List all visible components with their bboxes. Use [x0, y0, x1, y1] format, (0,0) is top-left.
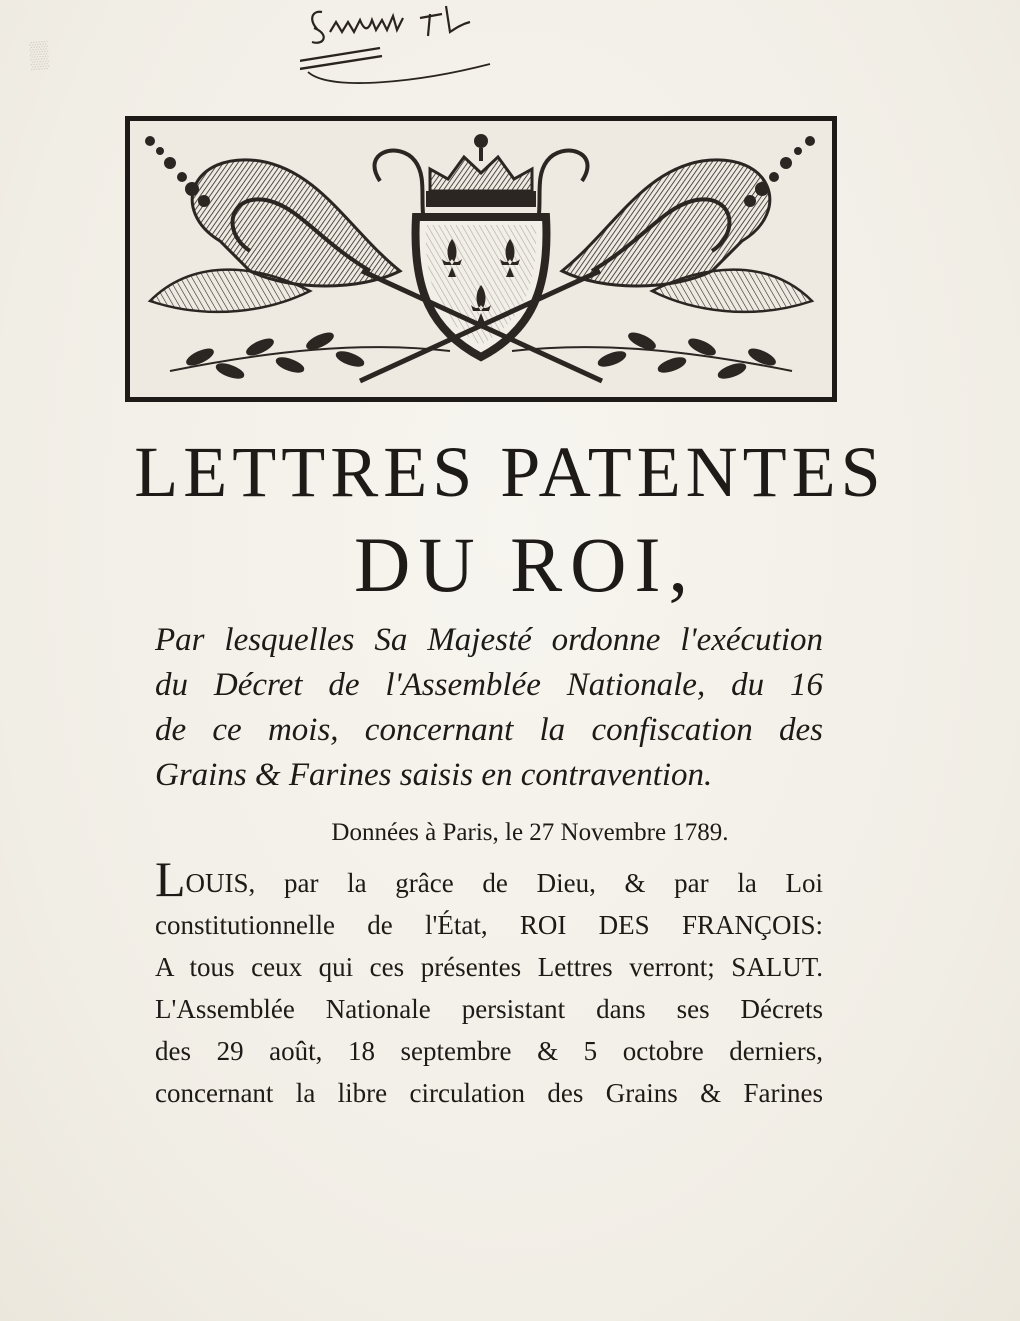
dateline: Données à Paris, le 27 Novembre 1789.: [331, 819, 729, 846]
document-title-line2: DU ROI,: [354, 521, 696, 608]
body-line: L'Assemblée Nationale persistant dans ses Décrets: [155, 994, 823, 1024]
subtitle-line: de ce mois, concernant la confiscation des: [155, 712, 823, 748]
handwritten-signature: [300, 2, 500, 92]
body-line: A tous ceux qui ces présentes Lettres verront; SALUT.: [155, 952, 823, 982]
faint-stamp: ▒: [28, 39, 50, 70]
document-subtitle: [155, 618, 823, 798]
document-title-line1: LETTRES PATENTES: [134, 432, 886, 512]
subtitle-line: Grains & Farines saisis en contravention.: [155, 757, 713, 793]
subtitle-line: du Décret de l'Assemblée Nationale, du 16: [155, 667, 823, 703]
body-line: des 29 août, 18 septembre & 5 octobre derniers,: [155, 1036, 823, 1066]
subtitle-line: Par lesquelles Sa Majesté ordonne l'exécution: [155, 622, 823, 658]
body-line: [155, 851, 823, 907]
body-line: constitutionnelle de l'État, ROI DES FRANÇOIS:: [155, 910, 823, 940]
body-text: [155, 851, 823, 1114]
royal-arms-vignette: [125, 116, 837, 402]
drop-cap: L: [155, 851, 186, 907]
body-line: concernant la libre circulation des Grains & Farines: [155, 1078, 823, 1108]
body-line-text: OUIS, par la grâce de Dieu, & par la Loi: [185, 868, 823, 898]
